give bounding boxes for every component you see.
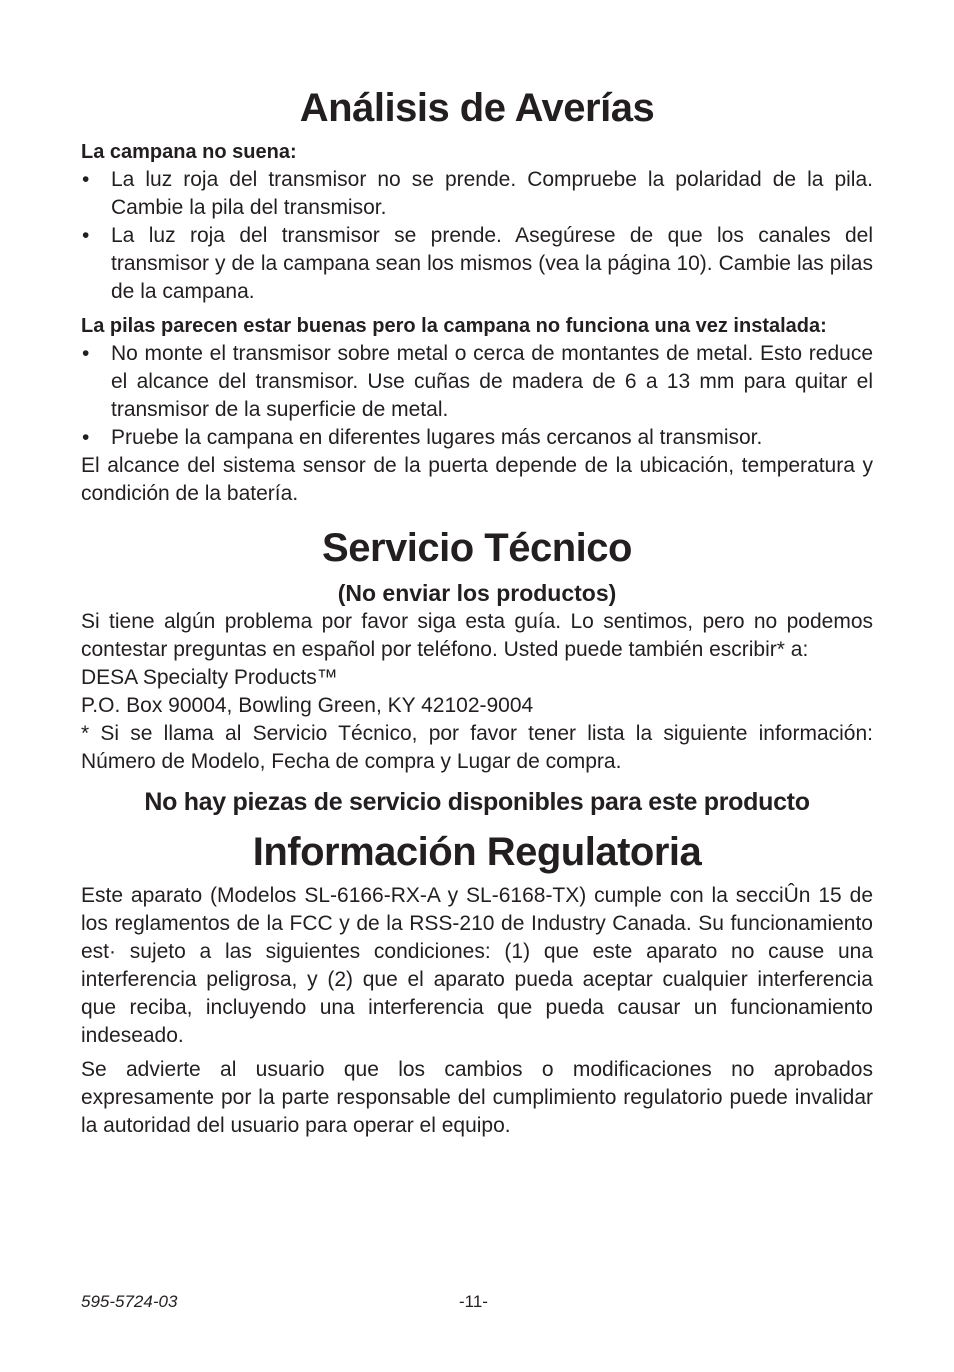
- troubleshooting-title: Análisis de Averías: [299, 86, 655, 130]
- bullet: •: [82, 168, 90, 191]
- list-item: • La luz roja del transmisor se prende. Asegúrese de que los canales del transmisor y de la campana sean los mismos (vea la página 10). Cambie las pilas de la campana.: [82, 224, 873, 303]
- address-line-1: DESA Specialty Products™: [81, 666, 338, 689]
- service-note: * Si se llama al Servicio Técnico, por favor tener lista la siguiente información: Número de Modelo, Fecha de compra y Lugar de compra.: [81, 722, 873, 773]
- bullet: •: [82, 342, 90, 365]
- part-number: 595-5724-03: [81, 1292, 178, 1311]
- list-item: • Pruebe la campana en diferentes lugares más cercanos al transmisor.: [81, 424, 873, 452]
- page-number: -11-: [459, 1292, 488, 1311]
- list-item: • No monte el transmisor sobre metal o cerca de montantes de metal. Esto reduce el alcance del transmisor. Use cuñas de madera de 6 a 13 mm para quitar el transmisor de la superficie de metal.: [82, 342, 873, 421]
- batteries-ok-list: [81, 340, 873, 452]
- bullet: •: [82, 426, 90, 449]
- address-line-2: P.O. Box 90004, Bowling Green, KY 42102-9004: [81, 694, 534, 717]
- service-intro: Si tiene algún problema por favor siga esta guía. Lo sentimos, pero no podemos contestar preguntas en español por teléfono. Usted puede también escribir* a:: [81, 610, 873, 661]
- service-title: Servicio Técnico: [322, 526, 632, 570]
- document-page: [81, 82, 873, 1140]
- list-item: • La luz roja del transmisor no se prende. Compruebe la polaridad de la pila. Cambie la pila del transmisor.: [82, 168, 873, 219]
- service-subtitle: (No enviar los productos): [337, 580, 617, 606]
- batteries-ok-heading: La pilas parecen estar buenas pero la campana no funciona una vez instalada:: [81, 315, 827, 337]
- regulatory-title: Información Regulatoria: [252, 830, 702, 874]
- bullet: •: [82, 224, 90, 247]
- no-parts-notice: No hay piezas de servicio disponibles para este producto: [144, 788, 810, 816]
- range-note: El alcance del sistema sensor de la puerta depende de la ubicación, temperatura y condición de la batería.: [81, 454, 873, 505]
- regulatory-paragraph-2: Se advierte al usuario que los cambios o modificaciones no aprobados expresamente por la parte responsable del cumplimiento regulatorio puede invalidar la autoridad del usuario para operar el equipo.: [81, 1058, 873, 1137]
- no-ring-list: [81, 166, 873, 306]
- regulatory-paragraph-1: Este aparato (Modelos SL-6166-RX-A y SL-6168-TX) cumple con la secciÛn 15 de los reglamentos de la FCC y de la RSS-210 de Industry Canada. Su funcionamiento est· sujeto a las siguientes condiciones: (1) que este aparato no cause una interferencia peligrosa, y (2) que el aparato pueda aceptar cualquier interferencia que reciba, incluyendo una interferencia que pueda causar un funcionamiento indeseado.: [81, 884, 873, 1047]
- no-ring-heading: La campana no suena:: [81, 141, 297, 163]
